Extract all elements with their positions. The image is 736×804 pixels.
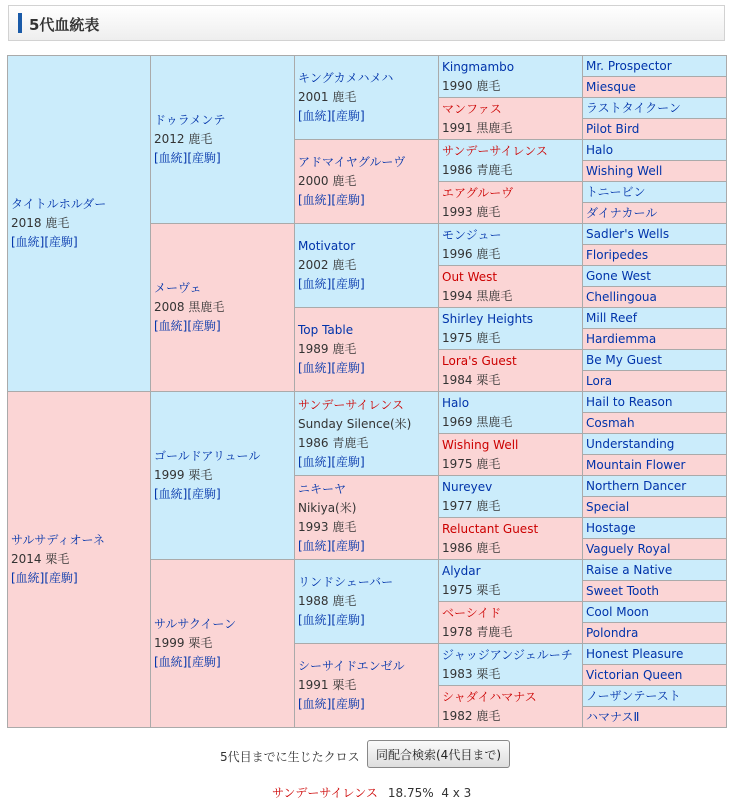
gen3-info: 1986 青鹿毛	[298, 435, 369, 450]
gen4-cell	[439, 224, 583, 266]
gen1-info: 2018 鹿毛	[11, 216, 70, 230]
gen3-horse-link[interactable]: リンドシェーバー	[298, 575, 394, 589]
gen5-cell	[583, 539, 727, 560]
pedigree-row	[8, 392, 727, 413]
gen2-horse-link[interactable]: ゴールドアリュール	[154, 449, 261, 463]
gen5-horse-link[interactable]: トニービン	[586, 184, 646, 199]
gen3-cell	[295, 140, 439, 224]
cross-percentage: 18.75%	[387, 786, 434, 800]
pedigree-link[interactable]: [血統]	[154, 151, 188, 165]
cross-label: 5代目までに生じたクロス	[220, 750, 360, 764]
gen5-horse-link[interactable]: Miesque	[586, 79, 636, 94]
pedigree-link[interactable]: [血統]	[11, 235, 45, 249]
gen1-horse-link[interactable]: サルサディオーネ	[11, 533, 105, 547]
cross-generations: 4 x 3	[441, 786, 472, 800]
gen5-horse-link[interactable]: Lora	[586, 373, 613, 388]
pedigree-link[interactable]: [血統]	[298, 193, 332, 207]
gen2-info: 2008 黒鹿毛	[154, 300, 225, 314]
gen4-info: 1986 鹿毛	[442, 540, 501, 555]
gen4-cell	[439, 56, 583, 98]
gen1-cell	[8, 56, 151, 392]
gen4-horse-link[interactable]: シャダイハマナス	[442, 689, 537, 704]
gen4-horse-link[interactable]: Kingmambo	[442, 59, 515, 74]
gen2-info: 2012 鹿毛	[154, 132, 213, 146]
pedigree-table	[7, 55, 727, 728]
gen5-cell	[583, 140, 727, 161]
gen4-horse-link[interactable]: ベーシイド	[442, 605, 502, 620]
gen3-info: 1988 鹿毛	[298, 594, 357, 608]
gen3-info: 2001 鹿毛	[298, 90, 357, 104]
gen5-cell	[583, 392, 727, 413]
gen4-info: 1983 栗毛	[442, 666, 501, 681]
offspring-link[interactable]: [産駒]	[331, 193, 365, 207]
gen4-cell	[439, 266, 583, 308]
offspring-link[interactable]: [産駒]	[187, 655, 221, 669]
gen3-info: 1991 栗毛	[298, 678, 357, 692]
gen5-horse-link[interactable]: Hail to Reason	[586, 394, 673, 409]
pedigree-link[interactable]: [血統]	[298, 277, 332, 291]
gen2-horse-link[interactable]: ドゥラメンテ	[154, 113, 226, 127]
gen4-info: 1975 鹿毛	[442, 330, 501, 345]
gen4-cell	[439, 350, 583, 392]
gen5-cell	[583, 119, 727, 140]
gen4-cell	[439, 308, 583, 350]
gen4-cell	[439, 140, 583, 182]
gen3-cell	[295, 644, 439, 728]
gen5-cell	[583, 476, 727, 497]
gen5-cell	[583, 644, 727, 665]
gen3-horse-link[interactable]: シーサイドエンゼル	[298, 659, 405, 673]
gen3-cell	[295, 392, 439, 476]
gen4-cell	[439, 560, 583, 602]
gen2-horse-link[interactable]: サルサクイーン	[154, 617, 237, 631]
gen4-horse-link[interactable]: マンファス	[442, 101, 502, 116]
offspring-link[interactable]: [産駒]	[187, 151, 221, 165]
gen5-horse-link[interactable]: Sweet Tooth	[586, 583, 660, 598]
offspring-link[interactable]: [産駒]	[331, 454, 365, 469]
gen4-cell	[439, 98, 583, 140]
gen5-horse-link[interactable]: Victorian Queen	[586, 667, 683, 682]
gen4-info: 1984 栗毛	[442, 372, 501, 387]
gen5-horse-link[interactable]: Wishing Well	[586, 163, 663, 178]
offspring-link[interactable]: [産駒]	[44, 571, 78, 585]
gen5-horse-link[interactable]: Mill Reef	[586, 310, 637, 325]
gen5-cell	[583, 98, 727, 119]
gen3-cell	[295, 308, 439, 392]
gen5-cell	[583, 413, 727, 434]
section-header	[8, 5, 725, 41]
gen5-cell	[583, 497, 727, 518]
offspring-link[interactable]: [産駒]	[331, 361, 365, 375]
pedigree-link[interactable]: [血統]	[298, 361, 332, 375]
gen5-cell	[583, 581, 727, 602]
gen3-cell	[295, 476, 439, 560]
gen5-cell	[583, 329, 727, 350]
gen4-cell	[439, 518, 583, 560]
gen5-horse-link[interactable]: ハマナスⅡ	[586, 709, 640, 724]
gen4-horse-link[interactable]: Shirley Heights	[442, 311, 534, 326]
pedigree-link[interactable]: [血統]	[154, 319, 188, 333]
gen2-cell	[151, 560, 295, 728]
gen1-cell	[8, 392, 151, 728]
gen5-horse-link[interactable]: Mountain Flower	[586, 457, 686, 472]
pedigree-link[interactable]: [血統]	[298, 613, 332, 627]
gen5-cell	[583, 56, 727, 77]
gen4-horse-link[interactable]: Alydar	[442, 563, 481, 578]
gen5-cell	[583, 686, 727, 707]
gen5-cell	[583, 77, 727, 98]
gen5-horse-link[interactable]: ダイナカール	[586, 205, 658, 220]
gen5-horse-link[interactable]: Northern Dancer	[586, 478, 687, 493]
gen5-horse-link[interactable]: Floripedes	[586, 247, 649, 262]
gen4-cell	[439, 434, 583, 476]
gen3-info: 2000 鹿毛	[298, 174, 357, 188]
gen5-horse-link[interactable]: Mr. Prospector	[586, 58, 672, 73]
gen5-horse-link[interactable]: Understanding	[586, 436, 675, 451]
gen4-info: 1977 鹿毛	[442, 498, 501, 513]
gen5-horse-link[interactable]: Sadler's Wells	[586, 226, 670, 241]
pedigree-link[interactable]: [血統]	[298, 538, 332, 553]
gen5-cell	[583, 224, 727, 245]
offspring-link[interactable]: [産駒]	[187, 319, 221, 333]
gen4-info: 1993 鹿毛	[442, 204, 501, 219]
gen5-cell	[583, 602, 727, 623]
gen4-cell	[439, 644, 583, 686]
cross-horse-link[interactable]: サンデーサイレンス	[272, 786, 378, 800]
gen3-foreign-name: Sunday Silence(米)	[298, 416, 412, 431]
gen2-info: 1999 栗毛	[154, 636, 213, 650]
gen3-horse-link[interactable]: Top Table	[298, 323, 354, 337]
gen1-horse-link[interactable]: タイトルホルダー	[11, 197, 107, 211]
gen5-cell	[583, 518, 727, 539]
pedigree-link[interactable]: [血統]	[298, 697, 332, 711]
gen3-cell	[295, 56, 439, 140]
gen3-horse-link[interactable]: ニキーヤ	[298, 481, 347, 496]
gen5-cell	[583, 371, 727, 392]
gen3-cell	[295, 224, 439, 308]
gen4-info: 1991 黒鹿毛	[442, 120, 513, 135]
gen5-cell	[583, 287, 727, 308]
offspring-link[interactable]: [産駒]	[331, 697, 365, 711]
gen3-foreign-name: Nikiya(米)	[298, 500, 357, 515]
gen2-info: 1999 栗毛	[154, 468, 213, 482]
gen5-horse-link[interactable]: Cosmah	[586, 415, 635, 430]
gen2-cell	[151, 224, 295, 392]
gen2-horse-link[interactable]: メーヴェ	[154, 281, 202, 295]
gen5-horse-link[interactable]: Polondra	[586, 625, 639, 640]
cross-item	[272, 784, 471, 801]
pedigree-link[interactable]: [血統]	[11, 571, 45, 585]
gen4-horse-link[interactable]: サンデーサイレンス	[442, 143, 548, 158]
pedigree-link[interactable]: [血統]	[154, 655, 188, 669]
gen1-info: 2014 栗毛	[11, 552, 70, 566]
gen5-horse-link[interactable]: Raise a Native	[586, 562, 673, 577]
gen4-info: 1996 鹿毛	[442, 246, 501, 261]
same-mating-search-button[interactable]: 同配合検索(4代目まで)	[367, 740, 510, 768]
gen4-cell	[439, 686, 583, 728]
gen4-horse-link[interactable]: Reluctant Guest	[442, 521, 539, 536]
gen5-horse-link[interactable]: Halo	[586, 142, 614, 157]
offspring-link[interactable]: [産駒]	[331, 277, 365, 291]
gen4-horse-link[interactable]: ジャッジアンジェルーチ	[442, 647, 573, 662]
offspring-link[interactable]: [産駒]	[331, 538, 365, 553]
pedigree-link[interactable]: [血統]	[154, 487, 188, 501]
gen5-cell	[583, 161, 727, 182]
gen4-info: 1978 青鹿毛	[442, 624, 513, 639]
pedigree-link[interactable]: [血統]	[298, 454, 332, 469]
gen4-horse-link[interactable]: Halo	[442, 395, 470, 410]
gen5-horse-link[interactable]: Cool Moon	[586, 604, 649, 619]
offspring-link[interactable]: [産駒]	[44, 235, 78, 249]
gen2-cell	[151, 56, 295, 224]
page-title: 5代血統表	[29, 16, 100, 34]
gen5-cell	[583, 707, 727, 728]
gen4-info: 1982 鹿毛	[442, 708, 501, 723]
gen5-cell	[583, 455, 727, 476]
gen5-horse-link[interactable]: Be My Guest	[586, 352, 662, 367]
gen4-info: 1990 鹿毛	[442, 78, 501, 93]
gen5-cell	[583, 665, 727, 686]
gen5-horse-link[interactable]: Gone West	[586, 268, 651, 283]
gen5-cell	[583, 308, 727, 329]
gen3-horse-link[interactable]: サンデーサイレンス	[298, 397, 404, 412]
offspring-link[interactable]: [産駒]	[331, 109, 365, 123]
gen3-info: 2002 鹿毛	[298, 258, 357, 272]
gen5-cell	[583, 560, 727, 581]
gen4-horse-link[interactable]: Lora's Guest	[442, 353, 517, 368]
gen4-cell	[439, 182, 583, 224]
gen4-info: 1994 黒鹿毛	[442, 288, 513, 303]
gen5-cell	[583, 623, 727, 644]
gen5-cell	[583, 203, 727, 224]
gen2-cell	[151, 392, 295, 560]
gen4-cell	[439, 602, 583, 644]
gen5-cell	[583, 182, 727, 203]
gen5-horse-link[interactable]: Hostage	[586, 520, 636, 535]
gen5-cell	[583, 350, 727, 371]
gen5-horse-link[interactable]: Chellingoua	[586, 289, 657, 304]
gen4-cell	[439, 476, 583, 518]
gen4-horse-link[interactable]: エアグルーヴ	[442, 185, 514, 200]
gen4-horse-link[interactable]: Out West	[442, 269, 498, 284]
gen3-horse-link[interactable]: Motivator	[298, 239, 356, 253]
gen3-horse-link[interactable]: アドマイヤグルーヴ	[298, 155, 406, 169]
gen5-horse-link[interactable]: ラストタイクーン	[586, 100, 681, 115]
gen3-cell	[295, 560, 439, 644]
gen4-info: 1986 青鹿毛	[442, 162, 513, 177]
offspring-link[interactable]: [産駒]	[187, 487, 221, 501]
gen4-info: 1975 栗毛	[442, 582, 501, 597]
gen4-horse-link[interactable]: Nureyev	[442, 479, 493, 494]
gen5-cell	[583, 266, 727, 287]
pedigree-link[interactable]: [血統]	[298, 109, 332, 123]
gen5-horse-link[interactable]: Hardiemma	[586, 331, 657, 346]
gen3-info: 1989 鹿毛	[298, 342, 357, 356]
gen4-cell	[439, 392, 583, 434]
gen5-cell	[583, 434, 727, 455]
gen5-horse-link[interactable]: Honest Pleasure	[586, 646, 684, 661]
gen3-info: 1993 鹿毛	[298, 519, 357, 534]
gen5-horse-link[interactable]: Pilot Bird	[586, 121, 640, 136]
gen5-cell	[583, 245, 727, 266]
offspring-link[interactable]: [産駒]	[331, 613, 365, 627]
gen5-horse-link[interactable]: ノーザンテースト	[586, 688, 681, 703]
gen3-horse-link[interactable]: キングカメハメハ	[298, 71, 394, 85]
gen5-horse-link[interactable]: Special	[586, 499, 630, 514]
gen4-info: 1975 鹿毛	[442, 456, 501, 471]
gen4-horse-link[interactable]: モンジュー	[442, 227, 502, 242]
gen4-horse-link[interactable]: Wishing Well	[442, 437, 519, 452]
pedigree-row	[8, 56, 727, 77]
gen5-horse-link[interactable]: Vaguely Royal	[586, 541, 671, 556]
gen4-info: 1969 黒鹿毛	[442, 414, 513, 429]
header-accent-bar	[18, 13, 22, 33]
